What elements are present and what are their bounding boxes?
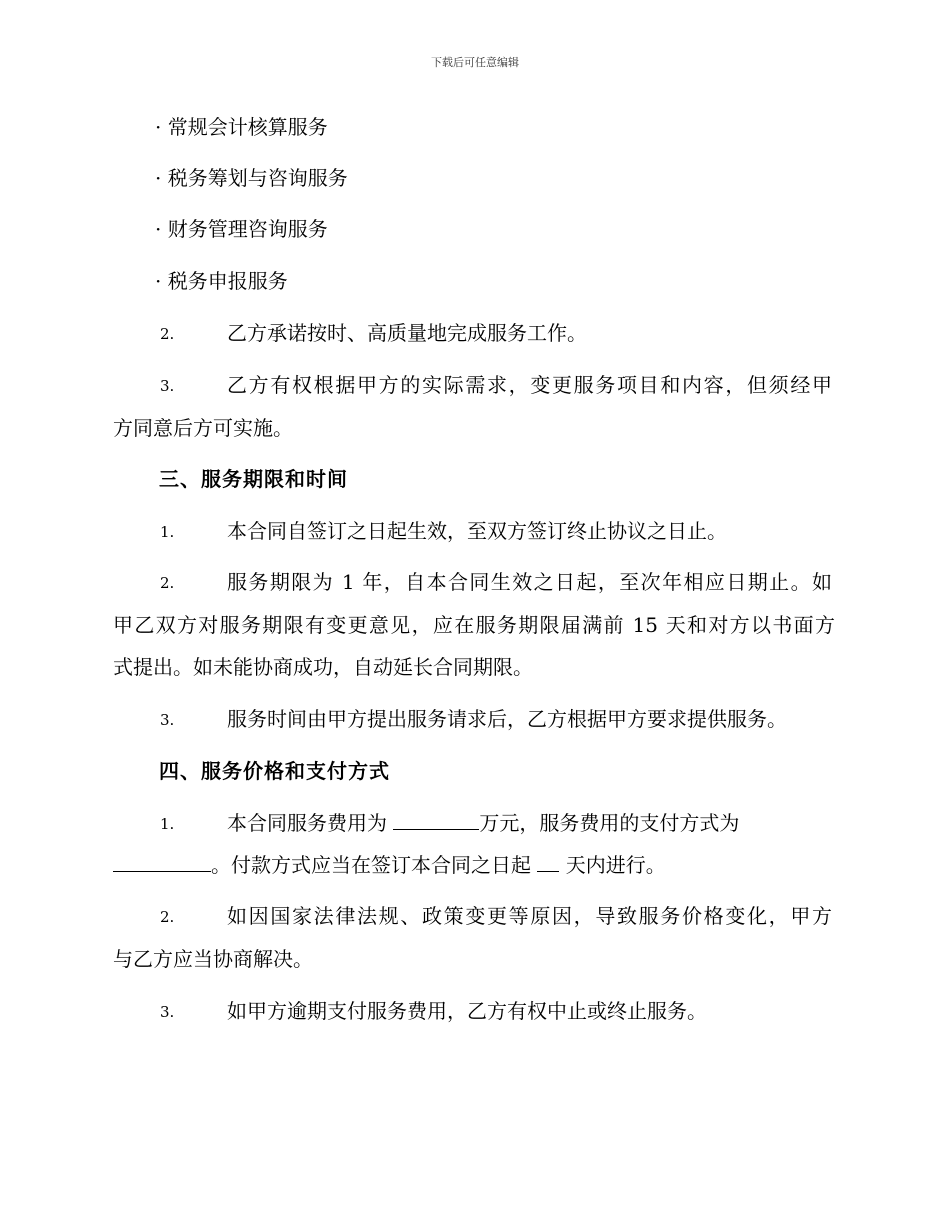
bullet-item: · 常规会计核算服务 xyxy=(155,115,328,139)
item-text: 如因国家法律法规、政策变更等原因，导致服务价格变化，甲方 xyxy=(227,904,832,928)
bullet-item: · 财务管理咨询服务 xyxy=(155,217,328,241)
item-continuation: 方同意后方可实施。 xyxy=(113,416,293,440)
item-continuation: 甲乙双方对服务期限有变更意见，应在服务期限届满前 15 天和对方以书面方 xyxy=(113,613,835,637)
bullet-item: · 税务申报服务 xyxy=(155,269,288,293)
item-text: 如甲方逾期支付服务费用，乙方有权中止或终止服务。 xyxy=(227,999,707,1023)
item-continuation xyxy=(113,850,950,880)
bullet-text: 常规会计核算服务 xyxy=(167,115,328,139)
bullet-text: 税务申报服务 xyxy=(167,269,288,293)
item-text: 本合同自签订之日起生效，至双方签订终止协议之日止。 xyxy=(227,519,727,543)
bullet-text: 税务筹划与咨询服务 xyxy=(167,166,348,190)
item-text-part: 万元，服务费用的支付方式为 xyxy=(479,811,740,835)
item-text: 服务时间由甲方提出服务请求后，乙方根据甲方要求提供服务。 xyxy=(227,707,787,731)
item-text: 服务期限为 1 年，自本合同生效之日起，至次年相应日期止。如 xyxy=(227,570,832,594)
item-number: 3. xyxy=(160,1003,175,1021)
section-heading: 四、服务价格和支付方式 xyxy=(159,759,390,783)
bullet-item: · 税务筹划与咨询服务 xyxy=(155,166,348,190)
item-number: 3. xyxy=(160,711,175,729)
fee-amount-blank[interactable] xyxy=(393,809,479,830)
item-number: 2. xyxy=(160,574,175,592)
item-continuation: 式提出。如未能协商成功，自动延长合同期限。 xyxy=(113,655,533,679)
item-text: 乙方有权根据甲方的实际需求，变更服务项目和内容，但须经甲 xyxy=(227,373,832,397)
item-number: 1. xyxy=(160,815,175,833)
item-number: 1. xyxy=(160,523,175,541)
bullet-text: 财务管理咨询服务 xyxy=(167,217,328,241)
item-text-part: 天内进行。 xyxy=(559,853,666,877)
item-text-part: 本合同服务费用为 xyxy=(227,811,394,835)
section-heading: 三、服务期限和时间 xyxy=(159,467,348,491)
item-number: 3. xyxy=(160,377,175,395)
payment-method-blank[interactable] xyxy=(113,851,211,872)
item-text-part: 。付款方式应当在签订本合同之日起 xyxy=(211,853,538,877)
item-text: 乙方承诺按时、高质量地完成服务工作。 xyxy=(227,321,587,345)
item-number: 2. xyxy=(160,325,175,343)
page-header: 下载后可任意编辑 xyxy=(431,56,519,69)
item-continuation: 与乙方应当协商解决。 xyxy=(113,947,313,971)
days-blank[interactable] xyxy=(537,851,559,872)
item-text xyxy=(227,808,739,838)
item-number: 2. xyxy=(160,908,175,926)
